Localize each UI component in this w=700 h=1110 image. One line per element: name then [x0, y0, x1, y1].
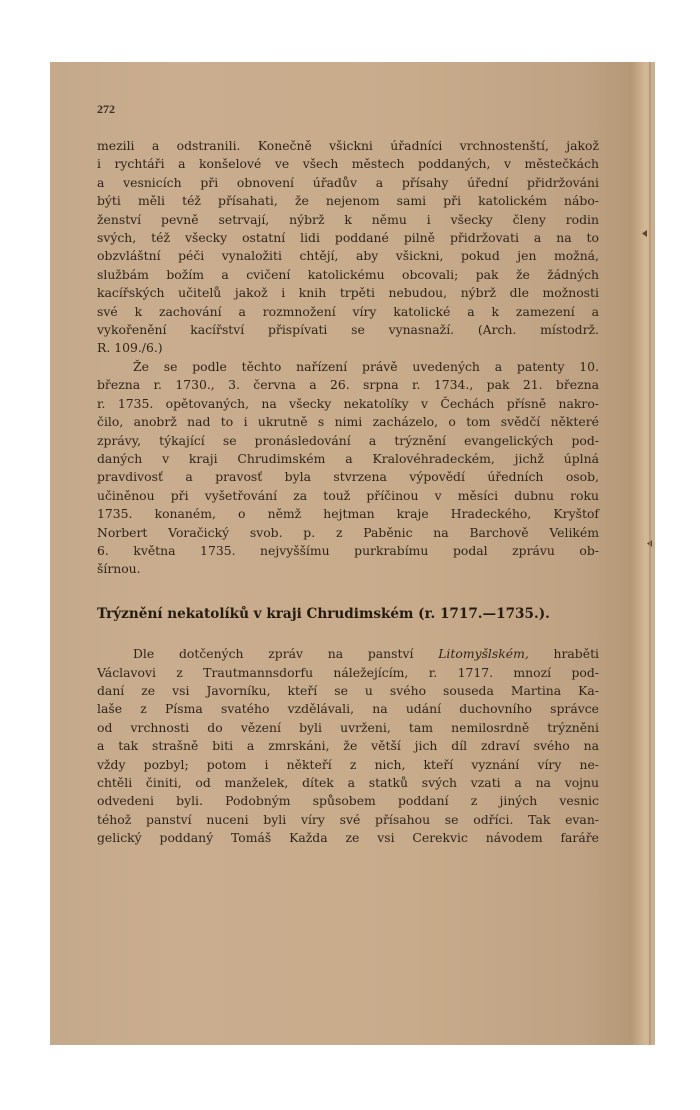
text-line: daní ze vsi Javorníku, kteří se u svého souseda Martina Ka-	[97, 682, 599, 698]
text-line: Že se podle těchto nařízení právě uvedených a patenty 10.	[133, 358, 599, 374]
text-line: gelický poddaný Tomáš Každa ze vsi Cerekvic návodem faráře	[97, 830, 599, 846]
text-line: zprávy, týkající se pronásledování a trýznění evangelických pod-	[97, 432, 599, 448]
text-line: mezili a odstranili. Konečně všickni úřadníci vrchnostenští, jakož	[97, 138, 599, 153]
paragraph-3	[97, 645, 599, 847]
text-line: vykořenění kacířství přispívati se vynasnaží. (Arch. místodrž.	[97, 322, 599, 338]
text-line: obzvláštní péči vynaložiti chtějí, aby všickni, pokud jen možná,	[97, 248, 599, 264]
text-line: svých, též všecky ostatní lidi poddané pilně přidržovati a na to	[97, 230, 599, 246]
text-line: téhož panství nuceni byli víry své přísahou se odříci. Tak evan-	[97, 811, 599, 827]
text-line: chtěli činiti, od manželek, dítek a statků svých vzati a na vojnu	[97, 775, 599, 790]
paragraph-2	[97, 358, 599, 579]
text-line: službám božím a cvičení katolickému obcovali; pak že žádných	[97, 266, 599, 282]
text-line: Norbert Voračický svob. p. z Paběnic na Barchově Velikém	[97, 524, 599, 540]
page-edge-mark	[642, 230, 647, 237]
text-line	[97, 645, 599, 663]
text-line: r. 1735. opětovaných, na všecky nekatolíky v Čechách přísně nakro-	[97, 395, 599, 411]
page-body	[97, 137, 599, 848]
italic-place-name: Litomyšlském,	[438, 646, 529, 662]
text-line: své k zachování a rozmnožení víry katolické a k zamezení a	[97, 303, 599, 319]
text-line: března r. 1730., 3. června a 26. srpna r. 1734., pak 21. března	[97, 377, 599, 393]
text-line: 1735. konaném, o němž hejtman kraje Hradeckého, Kryštof	[97, 506, 599, 522]
text-line: ženství pevně setrvají, nýbrž k němu i všecky členy rodin	[97, 211, 599, 227]
text-line: Václavovi z Trautmannsdorfu náležejícím, r. 1717. mnozí pod-	[97, 664, 599, 680]
text-line: daných v kraji Chrudimském a Kralovéhradeckém, jichž úplná	[97, 450, 599, 466]
text-line: i rychtáři a konšelové ve všech městech poddaných, v městečkách	[97, 156, 599, 172]
text-segment: Dle dotčených zpráv na panství	[133, 646, 439, 662]
text-line: a tak strašně biti a zmrskáni, že větší jich díl zdraví svého na	[97, 738, 599, 754]
text-line: býti měli též přísahati, že nejenom sami při katolickém nábo-	[97, 193, 599, 209]
text-line: odvedeni byli. Podobným spůsobem poddaní z jiných vesnic	[97, 793, 599, 809]
text-line: 6. května 1735. nejvyššímu purkrabímu podal zprávu ob-	[97, 542, 599, 558]
section-heading: Trýznění nekatolíků v kraji Chrudimském (r. 1717.—1735.).	[97, 605, 550, 622]
text-line: šírnou.	[97, 561, 141, 577]
text-line: od vrchnosti do vězení byli uvrženi, tam nemilosrdně trýzněni	[97, 719, 599, 735]
page-edge-mark	[647, 540, 652, 547]
text-line: kacířských učitelů jakož i knih trpěti nebudou, nýbrž dle možnosti	[97, 285, 599, 301]
text-line: pravdivosť a pravosť byla stvrzena výpovědí úředních osob,	[97, 469, 599, 485]
text-line: a vesnicích při obnovení úřadův a přísahy úřední přidržováni	[97, 174, 599, 190]
book-page	[50, 62, 655, 1045]
text-line: čilo, anobrž nad to i ukrutně s nimi zacházelo, o tom svědčí některé	[97, 414, 599, 430]
text-line: R. 109./6.)	[97, 340, 163, 356]
text-line: vždy pozbyl; potom i někteří z nich, kteří vyznání víry ne-	[97, 756, 599, 772]
text-line: učiněnou při vyšetřování za touž příčinou v měsíci dubnu roku	[97, 487, 599, 503]
page-number: 272	[97, 102, 115, 116]
text-line: laše z Písma svatého vzdělávali, na udání duchovního správce	[97, 701, 599, 717]
paragraph-1	[97, 137, 599, 358]
text-segment: hraběti	[528, 646, 600, 662]
